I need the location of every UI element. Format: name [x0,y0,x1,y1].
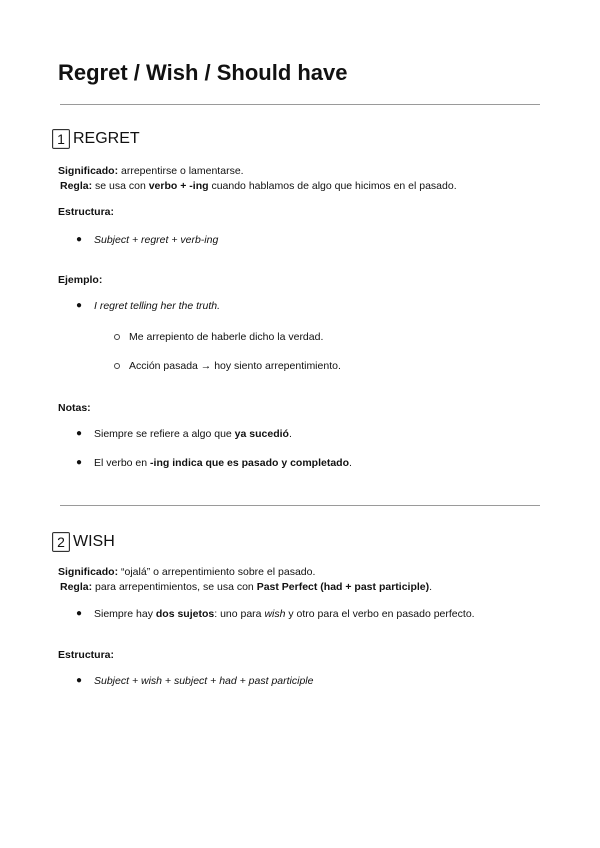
regla-label: Regla: [60,581,93,593]
section-number-badge: 1 [52,129,70,149]
significado-line [58,165,244,177]
wish-item [94,608,475,620]
nota-2-post: . [349,457,352,469]
significado-text: arrepentirse o lamentarse. [118,165,244,177]
estructura-item: Subject + regret + verb-ing [94,234,219,246]
regla-text-post: cuando hablamos de algo que hicimos en el pasado. [208,180,457,192]
nota-1 [94,428,292,440]
ejemplo-sub2: Acción pasada → hoy siento arrepentimiento. [129,360,341,372]
regla-text-pre: para arrepentimientos, se usa con [92,581,257,593]
wish-item-bold: dos sujetos [155,608,215,620]
significado-line [58,566,315,578]
estructura-label: Estructura: [58,649,115,661]
estructura-item: Subject + wish + subject + had + past participle [94,675,314,687]
significado-label: Significado: [58,566,119,578]
significado-label: Significado: [58,165,119,177]
nota-1-bold: ya sucedió [234,428,289,440]
nota-2-pre: El verbo en [94,457,151,469]
wish-item-post: y otro para el verbo en pasado perfecto. [285,608,475,620]
regla-line [60,581,432,593]
divider [60,104,540,105]
divider [60,505,540,506]
bullet-icon: ● [76,428,83,439]
regla-text-pre: se usa con [92,180,149,192]
nota-2-bold: -ing indica que es pasado y completado [150,457,350,469]
regla-label: Regla: [60,180,93,192]
sub-bullet-icon [114,363,120,369]
regla-text-post: . [429,581,433,593]
section-number-badge: 2 [52,532,70,552]
bullet-icon: ● [76,675,83,686]
wish-item-pre: Siempre hay [94,608,156,620]
regla-bold: Past Perfect (had + past participle) [256,581,430,593]
sub-bullet-icon [114,334,120,340]
estructura-label: Estructura: [58,206,115,218]
nota-2 [94,457,352,469]
nota-1-post: . [288,428,292,440]
page-title: Regret / Wish / Should have [58,60,348,85]
ejemplo-sub1: Me arrepiento de haberle dicho la verdad. [129,331,324,343]
regla-line [60,180,457,192]
nota-1-pre: Siempre se refiere a algo que [94,428,235,440]
bullet-icon: ● [76,234,83,245]
section-title: REGRET [73,130,140,147]
section-title: WISH [73,533,115,550]
section-wish-heading [52,532,115,552]
regla-bold: verbo + -ing [148,180,209,192]
bullet-icon: ● [76,300,83,311]
ejemplo-label: Ejemplo: [58,274,103,286]
notas-label: Notas: [58,402,91,414]
wish-item-italic: wish [264,608,286,620]
wish-item-mid: : uno para [214,608,265,620]
section-regret-heading [52,129,140,149]
bullet-icon: ● [76,457,83,468]
bullet-icon: ● [76,608,83,619]
ejemplo-item: I regret telling her the truth. [94,300,221,312]
significado-text: “ojalá” o arrepentimiento sobre el pasado. [118,566,316,578]
